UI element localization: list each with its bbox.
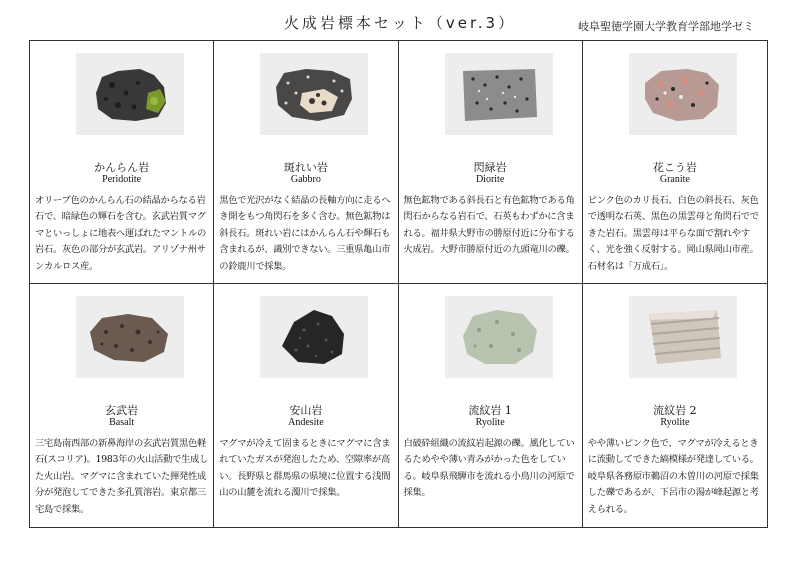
specimen-name-en: Peridotite [102, 174, 142, 185]
specimen-card-peridotite [30, 41, 214, 284]
specimen-name-en: Gabbro [290, 174, 321, 185]
specimen-photo [445, 53, 553, 135]
specimen-name-ja: 閃緑岩 [473, 161, 507, 174]
specimen-photo [76, 53, 184, 135]
andesite-rock-icon [272, 306, 356, 368]
specimen-name-en: Basalt [109, 417, 135, 428]
specimen-description: オリーブ色のかんらん石の結晶からなる岩石で、暗緑色の輝石を含む。玄武岩質マグマといっしょに地表へ運ばれたマントルの岩石。灰色の部分が玄武岩。アリゾナ州サンカルロス産。 [35, 195, 206, 272]
affiliation: 岐阜聖徳学園大学教育学部地学ゼミ [578, 20, 754, 33]
specimen-name-ja: 玄武岩 [105, 404, 139, 417]
specimen-description: 無色鉱物である斜長石と有色鉱物である角閃石からなる岩石で、石英もわずかに含まれる。福井県大野市の勝原付近に分布する火成岩。大野市勝原付近の九頭竜川の礫。 [403, 195, 575, 256]
specimen-name-ja: 流紋岩 1 [468, 404, 512, 417]
specimen-card-granite [583, 41, 767, 284]
ryolite-1-rock-icon [457, 306, 541, 368]
specimen-card-andesite [214, 284, 398, 527]
specimen-name-ja: 流紋岩 2 [653, 404, 697, 417]
granite-rock-icon [641, 63, 725, 125]
specimen-photo [76, 296, 184, 378]
specimen-card-basalt [30, 284, 214, 527]
specimen-name-ja: 花こう岩 [652, 161, 697, 174]
page-title: 火成岩標本セット（ver.3） [283, 14, 517, 32]
specimen-description: やや薄いピンク色で、マグマが冷えるときに流動してできた縞模様が発達している。岐阜県各務原市鵜沼の木曽川の河原で採集した礫であるが、下呂市の湯が峰起源と考えられる。 [587, 438, 759, 515]
specimen-photo [260, 296, 368, 378]
specimen-name-en: Ryolite [660, 417, 690, 428]
basalt-rock-icon [88, 306, 172, 368]
specimen-grid [29, 40, 768, 528]
specimen-name-en: Andesite [288, 417, 324, 428]
specimen-photo [629, 53, 737, 135]
specimen-name-ja: 斑れい岩 [283, 161, 328, 174]
specimen-description: マグマが冷えて固まるときにマグマに含まれていたガスが発泡したため、空隙率が高い。長野県と群馬県の県境に位置する浅間山の山麓を流れる濁川で採集。 [219, 438, 391, 499]
gabbro-rock-icon [272, 63, 356, 125]
specimen-description: 白破砕組織の流紋岩起源の礫。風化しているためやや薄い青みがかった色をしている。岐阜県飛騨市を流れる小鳥川の河原で採集。 [403, 438, 575, 499]
specimen-name-en: Ryolite [475, 417, 505, 428]
specimen-description: 三宅島南西部の新鼻海岸の玄武岩質黒色軽石(スコリア)。1983年の火山活動で生成した火山岩。マグマに含まれていた揮発性成分が発泡してできた多孔質溶岩。東京都三宅島で採集。 [35, 438, 209, 515]
diorite-rock-icon [457, 63, 541, 125]
specimen-card-diorite [399, 41, 583, 284]
specimen-card-ryolite-1 [399, 284, 583, 527]
specimen-photo [445, 296, 553, 378]
peridotite-rock-icon [88, 63, 172, 125]
specimen-name-en: Diorite [475, 174, 505, 185]
ryolite-2-rock-icon [641, 306, 725, 368]
specimen-description: 黒色で光沢がなく結晶の長軸方向に走るへき開をもつ角閃石を多く含む。無色鉱物は斜長石。斑れい岩にはかんらん石や輝石も含まれるが、識別できない。三重県亀山市の鈴鹿川で採集。 [219, 195, 391, 272]
specimen-name-ja: かんらん岩 [94, 161, 150, 174]
specimen-card-ryolite-2 [583, 284, 767, 527]
specimen-photo [260, 53, 368, 135]
specimen-name-ja: 安山岩 [289, 404, 323, 417]
specimen-description: ピンク色のカリ長石、白色の斜長石、灰色で透明な石英、黒色の黒雲母と角閃石でできた岩石。黒雲母は平らな面で割れやすく、光を強く反射する。岡山県岡山市産。石材名は「万成石」。 [587, 195, 759, 272]
specimen-card-gabbro [214, 41, 398, 284]
specimen-photo [629, 296, 737, 378]
specimen-name-en: Granite [659, 174, 690, 185]
